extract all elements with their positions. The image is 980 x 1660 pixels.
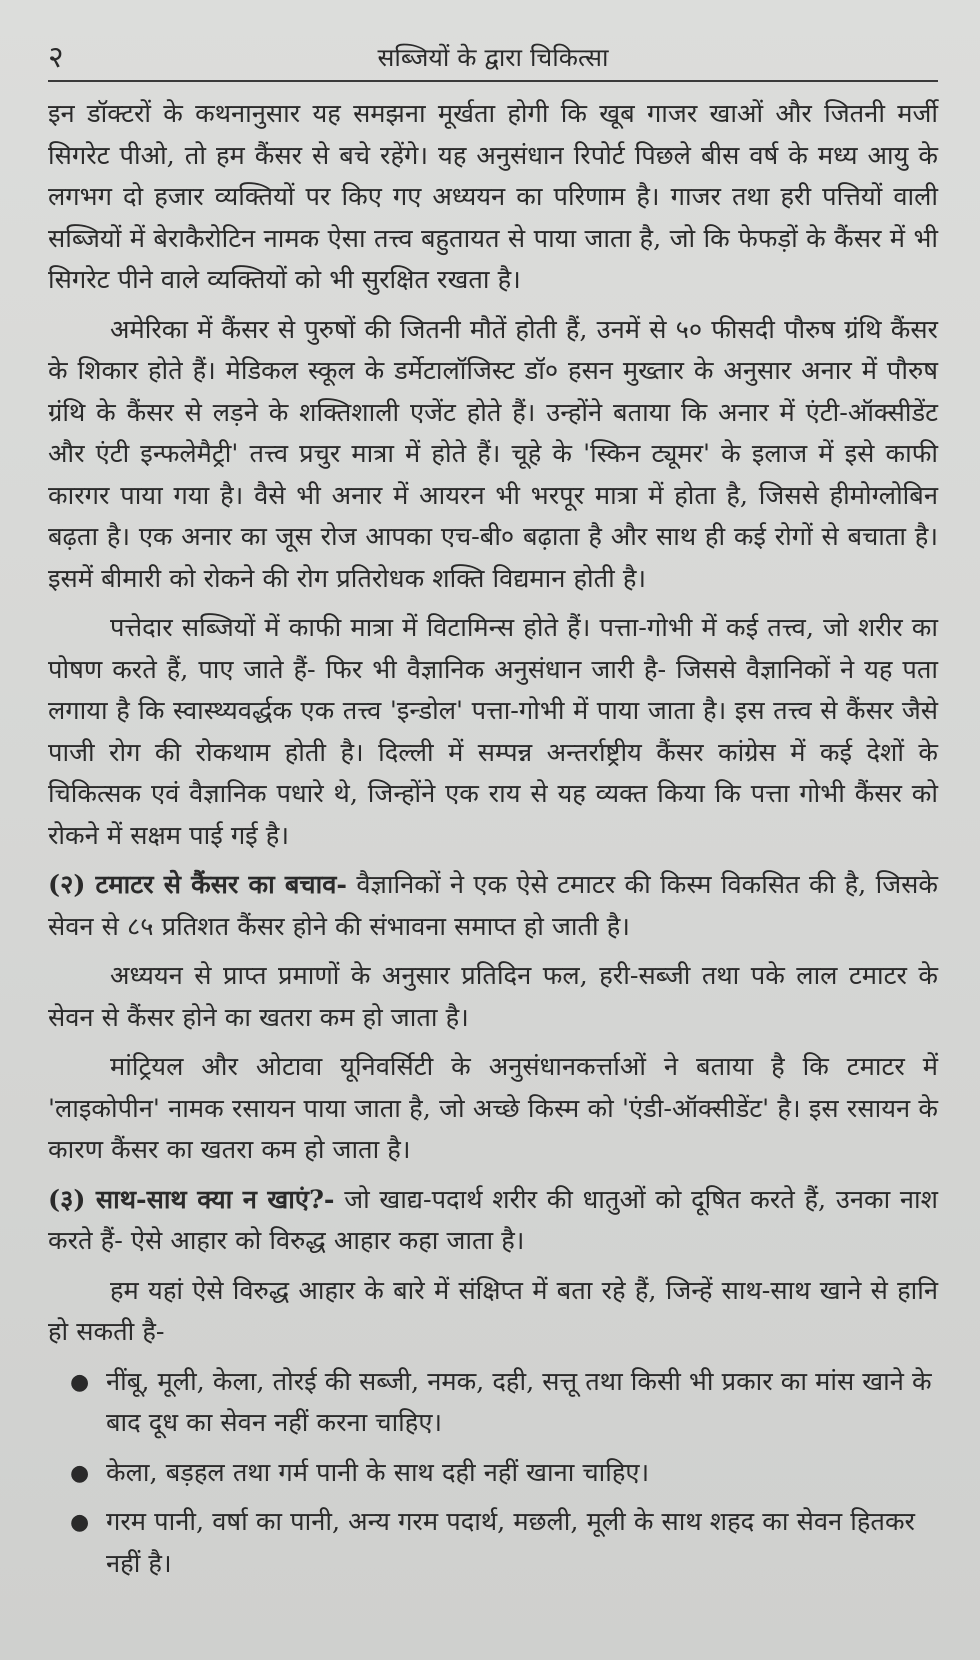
- list-item: [48, 1502, 938, 1585]
- paragraph: अमेरिका में कैंसर से पुरुषों की जितनी मौतें होती हैं, उनमें से ५० फीसदी पौरुष ग्रंथि कैंसर के शिकार होते हैं। मेडिकल स्कूल के डर्मेटालॉजिस्ट डॉ० हसन मुख्तार के अनुसार अनार में पौरुष ग्रंथि के कैंसर से लड़ने के शक्तिशाली एजेंट होते हैं। उन्होंने बताया कि अनार में एंटी-ऑक्सीडेंट और एंटी इन्फलेमैट्री' तत्त्व प्रचुर मात्रा में होते हैं। चूहे के 'स्किन ट्यूमर' के इलाज में इसे काफी कारगर पाया गया है। वैसे भी अनार में आयरन भी भरपूर मात्रा में होता है, जिससे हीमोग्लोबिन बढ़ता है। एक अनार का जूस रोज आपका एच-बी० बढ़ाता है और साथ ही कई रोगों से बचाता है। इसमें बीमारी को रोकने की रोग प्रतिरोधक शक्ति विद्यमान होती है।: [48, 314, 938, 594]
- list-item-text: गरम पानी, वर्षा का पानी, अन्य गरम पदार्थ, मछली, मूली के साथ शहद का सेवन हितकर नहीं है।: [106, 1507, 915, 1579]
- page-content: [48, 94, 938, 1585]
- section-paragraph: [48, 1180, 938, 1263]
- page-number: २: [48, 40, 64, 75]
- list-item: [48, 1362, 938, 1445]
- list-item-text: नींबू, मूली, केला, तोरई की सब्जी, नमक, दही, सत्तू तथा किसी भी प्रकार का मांस खाने के बाद दूध का सेवन नहीं करना चाहिए।: [106, 1366, 932, 1438]
- section-text: जो खाद्य-पदार्थ शरीर की धातुओं को दूषित करते हैं, उनका नाश करते हैं- ऐसे आहार को विरुद्ध आहार कहा जाता है।: [48, 1184, 938, 1256]
- section-text: वैज्ञानिकों ने एक ऐसे टमाटर की किस्म विकसित की है, जिसके सेवन से ८५ प्रतिशत कैंसर होने की संभावना समाप्त हो जाती है।: [48, 870, 938, 942]
- bullet-list: [48, 1362, 938, 1586]
- bullet-icon: ●: [70, 1460, 90, 1486]
- bullet-icon: ●: [70, 1510, 90, 1535]
- paragraph: हम यहां ऐसे विरुद्ध आहार के बारे में संक्षिप्त में बता रहे हैं, जिन्हें साथ-साथ खाने से हानि हो सकती है-: [48, 1275, 938, 1347]
- section-paragraph: [48, 865, 938, 948]
- bullet-icon: ●: [70, 1369, 90, 1395]
- page-header: [48, 36, 938, 82]
- paragraph: अध्ययन से प्राप्त प्रमाणों के अनुसार प्रतिदिन फल, हरी-सब्जी तथा पके लाल टमाटर के सेवन से कैंसर होने का खतरा कम हो जाता है।: [48, 961, 938, 1033]
- running-title: सब्जियों के द्वारा चिकित्सा: [377, 43, 609, 72]
- section-heading: (२) टमाटर से कैंसर का बचाव-: [48, 870, 347, 900]
- paragraph: इन डॉक्टरों के कथनानुसार यह समझना मूर्खता होगी कि खूब गाजर खाओं और जितनी मर्जी सिगरेट पीओ, तो हम कैंसर से बचे रहेंगे। यह अनुसंधान रिपोर्ट पिछले बीस वर्ष के मध्य आयु के लगभग दो हजार व्यक्तियों पर किए गए अध्ययन का परिणाम है। गाजर तथा हरी पत्तियों वाली सब्जियों में बेराकैरोटिन नामक ऐसा तत्त्व बहुतायत से पाया जाता है, जो कि फेफड़ों के कैंसर में भी सिगरेट पीने वाले व्यक्तियों को भी सुरक्षित रखता है।: [48, 99, 938, 295]
- paragraph: पत्तेदार सब्जियों में काफी मात्रा में विटामिन्स होते हैं। पत्ता-गोभी में कई तत्त्व, जो शरीर का पोषण करते हैं, पाए जाते हैं- फिर भी वैज्ञानिक अनुसंधान जारी है- जिससे वैज्ञानिकों ने यह पता लगाया है कि स्वास्थ्यवर्द्धक एक तत्त्व 'इन्डोल' पत्ता-गोभी में पाया जाता है। इस तत्त्व से कैंसर जैसे पाजी रोग की रोकथाम होती है। दिल्ली में सम्पन्न अन्तर्राष्ट्रीय कैंसर कांग्रेस में कई देशों के चिकित्सक एवं वैज्ञानिक पधारे थे, जिन्होंने एक राय से यह व्यक्त किया कि पत्ता गोभी कैंसर को रोकने में सक्षम पाई गई है।: [48, 613, 938, 851]
- paragraph: मांट्रियल और ओटावा यूनिवर्सिटी के अनुसंधानकर्त्ताओं ने बताया है कि टमाटर में 'लाइकोपीन' नामक रसायन पाया जाता है, जो अच्छे किस्म को 'एंडी-ऑक्सीडेंट' है। इस रसायन के कारण कैंसर का खतरा कम हो जाता है।: [48, 1052, 938, 1165]
- list-item: [48, 1453, 938, 1495]
- section-heading: (३) साथ-साथ क्या न खाएं?-: [48, 1184, 335, 1215]
- list-item-text: केला, बड़हल तथा गर्म पानी के साथ दही नहीं खाना चाहिए।: [106, 1457, 650, 1488]
